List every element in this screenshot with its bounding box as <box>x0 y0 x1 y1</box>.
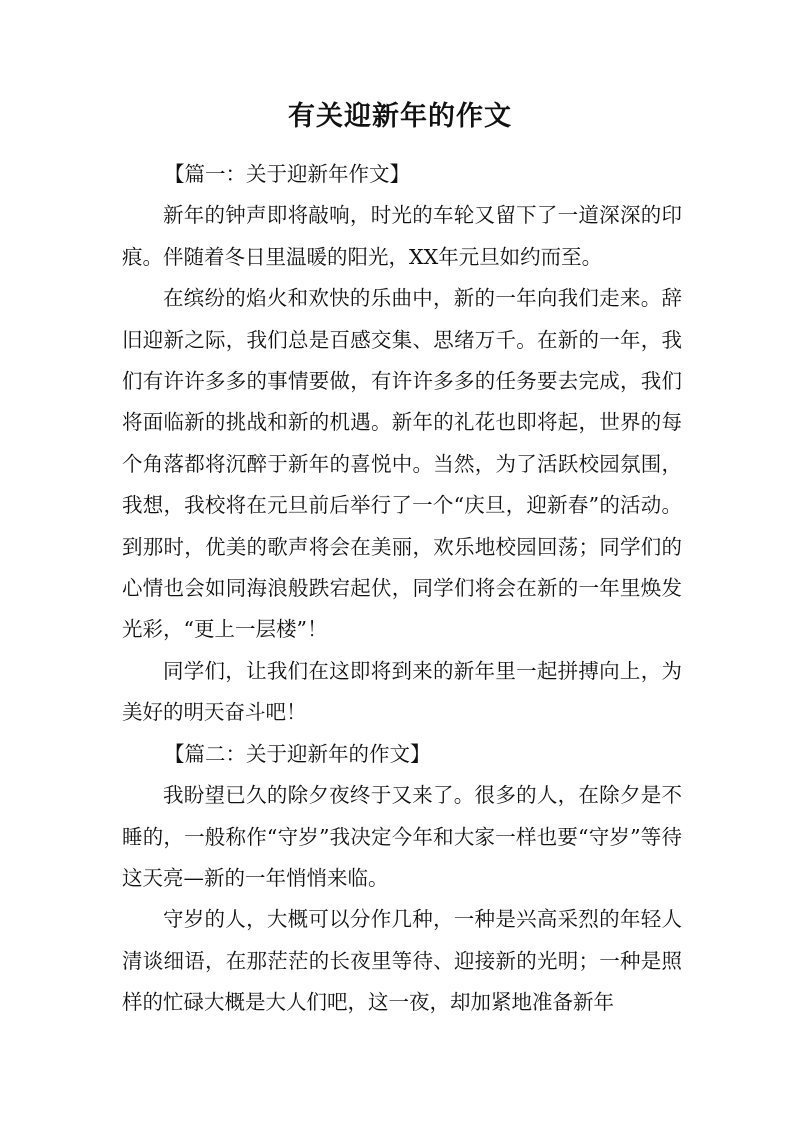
section-heading: 【篇二：关于迎新年的作文】 <box>164 741 431 766</box>
paragraph: 在缤纷的焰火和欢快的乐曲中，新的一年向我们走来。辞旧迎新之际，我们总是百感交集、思绪万千。在新的一年，我们有许许多多的事情要做，有许许多多的任务要去完成，我们将面临新的挑战和新的机遇。新年的礼花也即将起，世界的每个角落都将沉醉于新年的喜悦中。当然，为了活跃校园氛围，我想，我校将在元旦前后举行了一个“庆旦，迎新春”的活动。到那时，优美的歌声将会在美丽，欢乐地校园回荡；同学们的心情也会如同海浪般跌宕起伏，同学们将会在新的一年里焕发光彩，“更上一层楼”！ <box>122 286 682 642</box>
section-heading: 【篇一：关于迎新年作文】 <box>164 162 410 186</box>
paragraph: 我盼望已久的除夕夜终于又来了。很多的人，在除夕是不睡的，一般称作“守岁”我决定今年和大家一样也要“守岁”等待这天亮—新的一年悄悄来临。 <box>122 783 682 890</box>
paragraph: 新年的钟声即将敲响，时光的车轮又留下了一道深深的印痕。伴随着冬日里温暖的阳光，XX年元旦如约而至。 <box>122 203 682 269</box>
paragraph: 守岁的人，大概可以分作几种，一种是兴高采烈的年轻人清谈细语，在那茫茫的长夜里等待、迎接新的光明；一种是照样的忙碌大概是大人们吧，这一夜，却加紧地准备新年 <box>122 907 682 1015</box>
paragraph: 同学们，让我们在这即将到来的新年里一起拼搏向上，为美好的明天奋斗吧！ <box>122 658 682 725</box>
document-title: 有关迎新年的作文 <box>288 101 512 132</box>
document-body <box>122 154 682 1024</box>
